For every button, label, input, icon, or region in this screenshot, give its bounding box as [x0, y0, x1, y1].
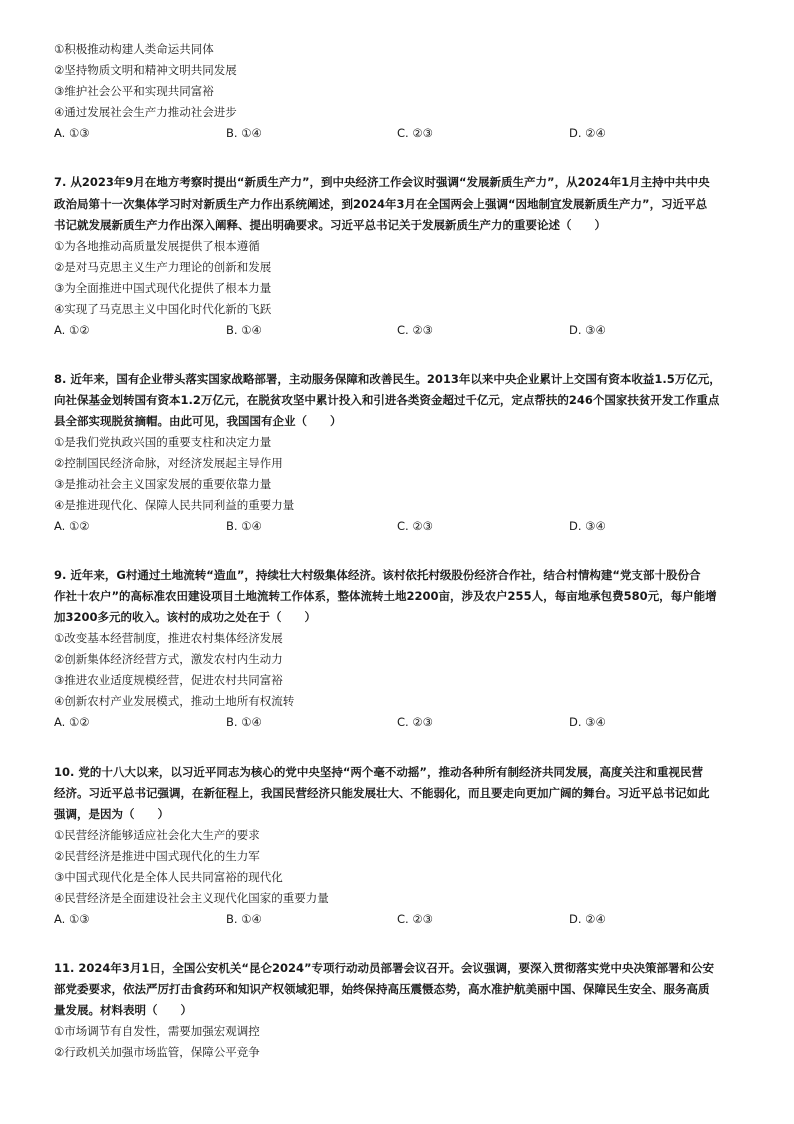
q9-item-4: ④创新农村产业发展模式，推动土地所有权流转: [54, 694, 295, 708]
q7-stem-line-3: 书记就发展新质生产力作出深入阐释、提出明确要求。习近平总书记关于发展新质生产力的重要论述（ ）: [54, 218, 606, 232]
q8-option-c[interactable]: C. ②③: [397, 519, 433, 533]
q7-option-b[interactable]: B. ①④: [226, 323, 262, 337]
q8-item-1: ①是我们党执政兴国的重要支柱和决定力量: [54, 435, 272, 449]
q6-item-1: ①积极推动构建人类命运共同体: [54, 42, 214, 56]
q10-item-4: ④民营经济是全面建设社会主义现代化国家的重要力量: [54, 891, 329, 905]
q9-item-1: ①改变基本经营制度，推进农村集体经济发展: [54, 631, 283, 645]
q9-stem-line-3: 加3200多元的收入。该村的成功之处在于（ ）: [54, 610, 317, 624]
q6-option-b[interactable]: B. ①④: [226, 126, 262, 140]
q9-item-2: ②创新集体经济经营方式，激发农村内生动力: [54, 652, 283, 666]
q11-stem-line-3: 量发展。材料表明（ ）: [54, 1003, 192, 1017]
q9-option-b[interactable]: B. ①④: [226, 715, 262, 729]
q9-option-c[interactable]: C. ②③: [397, 715, 433, 729]
q8-item-3: ③是推动社会主义国家发展的重要依靠力量: [54, 477, 272, 491]
q10-option-d[interactable]: D. ②④: [569, 912, 606, 926]
q7-stem-line-1: 7. 从2023年9月在地方考察时提出“新质生产力”，到中央经济工作会议时强调“发展新质生产力”，从2024年1月主持中共中央: [54, 175, 710, 189]
q6-item-4: ④通过发展社会生产力推动社会进步: [54, 105, 237, 119]
q10-option-b[interactable]: B. ①④: [226, 912, 262, 926]
q8-option-a[interactable]: A. ①②: [54, 519, 90, 533]
q6-option-c[interactable]: C. ②③: [397, 126, 433, 140]
q9-stem-line-2: 作社十农户”的高标准农田建设项目土地流转工作体系，整体流转土地2200亩，涉及农户255人，每亩地承包费580元，每户能增: [54, 589, 717, 603]
q11-stem-line-1: 11. 2024年3月1日，全国公安机关“昆仑2024”专项行动动员部署会议召开。会议强调，要深入贯彻落实党中央决策部署和公安: [54, 961, 715, 975]
q7-option-c[interactable]: C. ②③: [397, 323, 433, 337]
q10-stem-line-2: 经济。习近平总书记强调，在新征程上，我国民营经济只能发展壮大、不能弱化，而且要走向更加广阔的舞台。习近平总书记如此: [54, 786, 710, 800]
q11-item-2: ②行政机关加强市场监管，保障公平竞争: [54, 1045, 260, 1059]
q7-option-a[interactable]: A. ①②: [54, 323, 90, 337]
q9-option-a[interactable]: A. ①②: [54, 715, 90, 729]
q9-item-3: ③推进农业适度规模经营，促进农村共同富裕: [54, 673, 283, 687]
q9-option-d[interactable]: D. ③④: [569, 715, 606, 729]
q8-option-b[interactable]: B. ①④: [226, 519, 262, 533]
q7-item-4: ④实现了马克思主义中国化时代化新的飞跃: [54, 302, 272, 316]
q6-option-d[interactable]: D. ②④: [569, 126, 606, 140]
q10-option-c[interactable]: C. ②③: [397, 912, 433, 926]
q7-option-d[interactable]: D. ③④: [569, 323, 606, 337]
q8-stem-line-1: 8. 近年来，国有企业带头落实国家战略部署，主动服务保障和改善民生。2013年以来中央企业累计上交国有资本收益1.5万亿元，: [54, 372, 721, 386]
q8-stem-line-2: 向社保基金划转国有资本1.2万亿元，在脱贫攻坚中累计投入和引进各类资金超过千亿元，定点帮扶的246个国家扶贫开发工作重点: [54, 393, 720, 407]
q10-stem-line-3: 强调，是因为（ ）: [54, 807, 169, 821]
q8-option-d[interactable]: D. ③④: [569, 519, 606, 533]
q10-option-a[interactable]: A. ①③: [54, 912, 90, 926]
q6-item-2: ②坚持物质文明和精神文明共同发展: [54, 63, 237, 77]
q11-item-1: ①市场调节有自发性，需要加强宏观调控: [54, 1024, 260, 1038]
q7-item-1: ①为各地推动高质量发展提供了根本遵循: [54, 239, 260, 253]
q10-item-2: ②民营经济是推进中国式现代化的生力军: [54, 849, 260, 863]
q10-stem-line-1: 10. 党的十八大以来，以习近平同志为核心的党中央坚持“两个毫不动摇”，推动各种所有制经济共同发展，高度关注和重视民营: [54, 765, 703, 779]
q7-item-2: ②是对马克思主义生产力理论的创新和发展: [54, 260, 272, 274]
q7-stem-line-2: 政治局第十一次集体学习时对新质生产力作出系统阐述，到2024年3月在全国两会上强调“因地制宜发展新质生产力”，习近平总: [54, 197, 708, 211]
q8-item-4: ④是推进现代化、保障人民共同利益的重要力量: [54, 498, 295, 512]
q6-item-3: ③维护社会公平和实现共同富裕: [54, 84, 214, 98]
q8-stem-line-3: 县全部实现脱贫摘帽。由此可见，我国国有企业（ ）: [54, 414, 342, 428]
q7-item-3: ③为全面推进中国式现代化提供了根本力量: [54, 281, 272, 295]
q10-item-1: ①民营经济能够适应社会化大生产的要求: [54, 828, 260, 842]
q11-stem-line-2: 部党委要求，依法严厉打击食药环和知识产权领域犯罪，始终保持高压震慑态势，高水准护航美丽中国、保障民生安全、服务高质: [54, 982, 710, 996]
q9-stem-line-1: 9. 近年来，G村通过土地流转“造血”，持续壮大村级集体经济。该村依托村级股份经济合作社，结合村情构建“党支部十股份合: [54, 568, 701, 582]
q6-option-a[interactable]: A. ①③: [54, 126, 90, 140]
q10-item-3: ③中国式现代化是全体人民共同富裕的现代化: [54, 870, 283, 884]
q8-item-2: ②控制国民经济命脉，对经济发展起主导作用: [54, 456, 283, 470]
